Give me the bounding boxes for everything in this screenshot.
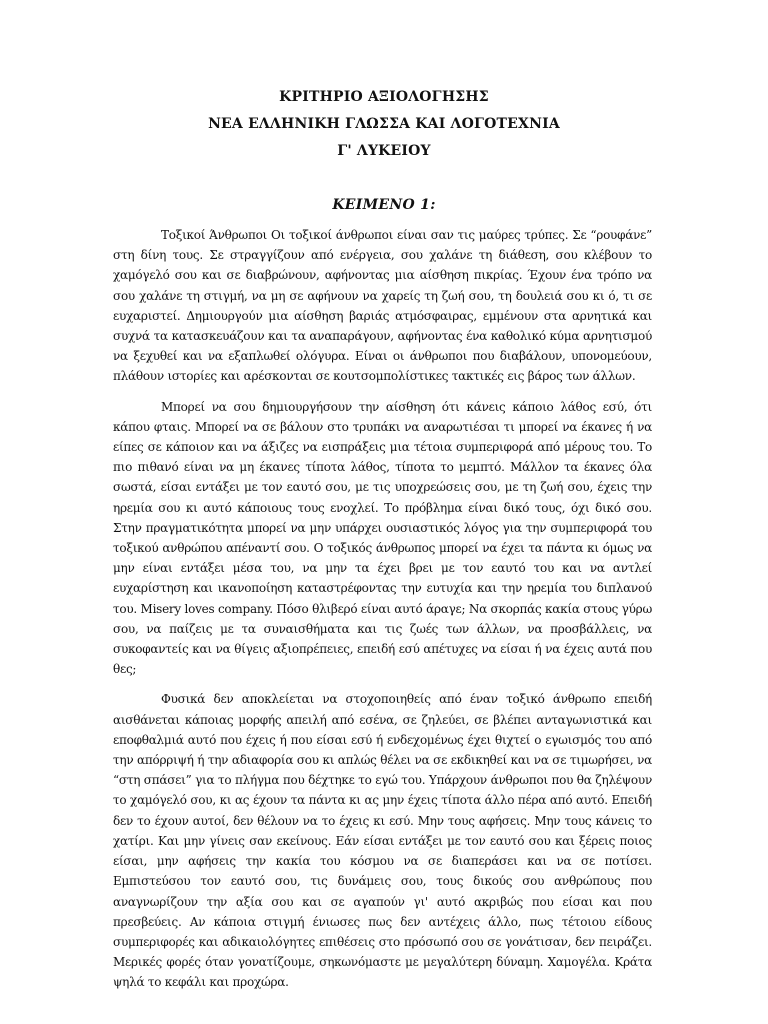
header-title: ΚΡΙΤΗΡΙΟ ΑΞΙΟΛΟΓΗΣΗΣ xyxy=(279,89,489,105)
paragraph-2: Μπορεί να σου δημιουργήσουν την αίσθηση ότι κάνεις κάποιο λάθος εσύ, ότι κάπου φταις. Μπορεί να σε βάλουν στο τρυπάκι να αναρωτιέσαι τι μπορεί να έκανες ή να είπες σε κάποιον και να άξιζες να εισπράξεις μια τέτοια συμπεριφορά από μέρους του. Το πιο πιθανό είναι να μη έκανες τίποτα λάθος, τίποτα το μεμπτό. Μάλλον τα έκανες όλα σωστά, είσαι εντάξει με τον εαυτό σου, με τις υποχρεώσεις σου, με τη ζωή σου, έχεις την ηρεμία σου κι αυτό κάποιους τους ενοχλεί. Το πρόβλημα είναι δικό τους, όχι δικό σου. Στην πραγματικότητα μπορεί να μην υπάρχει ουσιαστικός λόγος για την συμπεριφορά του τοξικού ανθρώπου απέναντί σου. Ο τοξικός άνθρωπος μπορεί να έχει τα πάντα κι όμως να μην είναι εντάξει μέσα του, να μην τα έχει βρει με τον εαυτό του και να αντλεί ευχαρίστηση και ικανοποίηση καταστρέφοντας την ευτυχία και την ηρεμία του διπλανού του. Misery loves company. Πόσο θλιβερό είναι αυτό άραγε; Να σκορπάς κακία στους γύρω σου, να παίζεις με τα συναισθήματα και τις ζωές των άλλων, να προσβάλλεις, να συκοφαντείς και να θίγεις αξιοπρέπειες, επειδή εσύ απέτυχες να είσαι ή να έχεις αυτά που θες; xyxy=(113,399,652,677)
document-header xyxy=(0,84,768,165)
paragraph-1: Τοξικοί Άνθρωποι Οι τοξικοί άνθρωποι είναι σαν τις μαύρες τρύπες. Σε “ρουφάνε” στη δίνη τους. Σε στραγγίζουν από ενέργεια, σου χαλάνε τη διάθεση, σου κλέβουν το χαμόγελό σου και σε διαβρώνουν, αφήνοντας μια αίσθηση πικρίας. Έχουν ένα τρόπο να σου χαλάνε τη στιγμή, να μη σε αφήνουν να χαρείς τη ζωή σου, τη δουλειά σου κι ό, τι σε ευχαριστεί. Δημιουργούν μια αίσθηση βαριάς ατμόσφαιρας, εμμένουν στα αρνητικά και συχνά τα κατασκευάζουν και τα αναπαράγουν, αφήνοντας ένα καθολικό κύμα αρνητισμού να ξεχυθεί και να εξαπλωθεί ολόγυρα. Είναι οι άνθρωποι που διαβάλουν, υπονομεύουν, πλάθουν ιστορίες και αρέσκονται σε κουτσομπολίστικες τακτικές εις βάρος των άλλων. xyxy=(113,228,652,384)
section-title: ΚΕΙΜΕΝΟ 1: xyxy=(332,197,436,213)
document-body xyxy=(113,225,652,1003)
header-subject: ΝΕΑ ΕΛΛΗΝΙΚΗ ΓΛΩΣΣΑ ΚΑΙ ΛΟΓΟΤΕΧΝΙΑ xyxy=(208,116,560,132)
paragraph-3: Φυσικά δεν αποκλείεται να στοχοποιηθείς από έναν τοξικό άνθρωπο επειδή αισθάνεται κάποιας μορφής απειλή από εσένα, σε ζηλεύει, σε βλέπει ανταγωνιστικά και εποφθαλμιά αυτό που έχεις ή που είσαι εσύ ή ενδεχομένως έχει θιχτεί ο εγωισμός του από την απόρριψή ή την αδιαφορία σου κι απλώς θέλει να σε εκδικηθεί και να σε τιμωρήσει, να “στη σπάσει” για το πλήγμα που δέχτηκε το εγώ του. Υπάρχουν άνθρωποι που θα ζηλέψουν το χαμόγελό σου, κι ας έχουν τα πάντα κι ας μην έχεις τίποτα άλλο πέρα από αυτό. Επειδή δεν το έχουν αυτοί, δεν θέλουν να το έχεις κι εσύ. Μην τους αφήσεις. Μην τους κάνεις το χατίρι. Και μην γίνεις σαν εκείνους. Εάν είσαι εντάξει με τον εαυτό σου και ξέρεις ποιος είσαι, μην αφήσεις την κακία του κόσμου να σε διαπεράσει και να σε ποτίσει. Εμπιστεύσου τον εαυτό σου, τις δυνάμεις σου, τους δικούς σου ανθρώπους που αναγνωρίζουν την αξία σου και σε αγαπούν γι' αυτό ακριβώς που είσαι και που πρεσβεύεις. Αν κάποια στιγμή ένιωσες πως δεν αντέχεις άλλο, πως τέτοιου είδους συμπεριφορές και αδικαιολόγητες επιθέσεις στο πρόσωπό σου σε γονάτισαν, δεν πειράζει. Μερικές φορές όταν γονατίζουμε, σηκωνόμαστε με μεγαλύτερη δύναμη. Χαμογέλα. Κράτα ψηλά το κεφάλι και προχώρα. xyxy=(113,692,652,990)
header-grade: Γ' ΛΥΚΕΙΟΥ xyxy=(337,143,431,159)
